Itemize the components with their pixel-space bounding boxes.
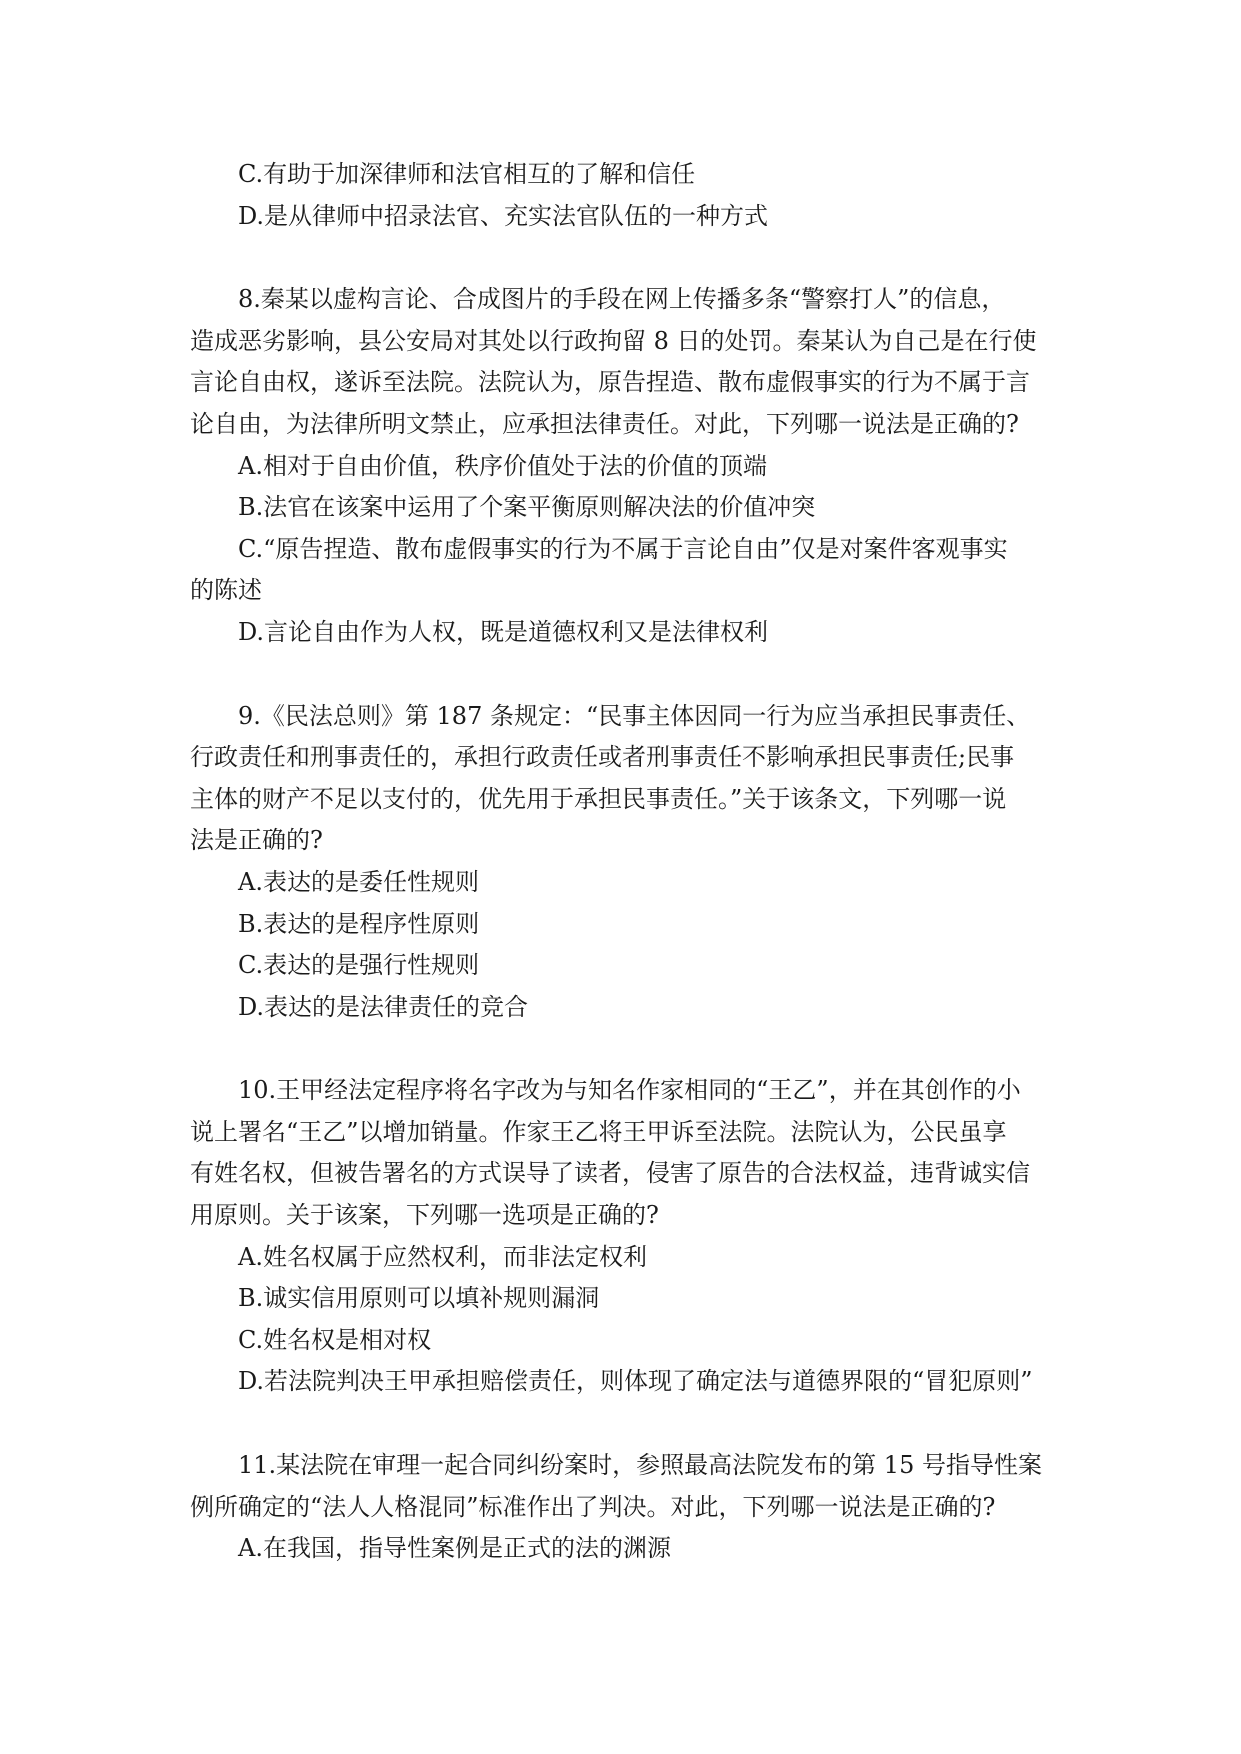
option-a: A.在我国，指导性案例是正式的法的渊源 [238,1534,671,1563]
option-b: B.法官在该案中运用了个案平衡原则解决法的价值冲突 [238,493,816,522]
question-9 [190,696,1058,1029]
question-7-options [190,154,1058,237]
question-stem-line: 主体的财产不足以支付的，优先用于承担民事责任。”关于该条文，下列哪一说 [190,784,1007,813]
question-stem-line: 例所确定的“法人人格混同”标准作出了判决。对此，下列哪一说法是正确的? [190,1492,996,1521]
question-stem-line: 8.秦某以虚构言论、合成图片的手段在网上传播多条“警察打人”的信息， [238,285,1006,314]
option-c: C.表达的是强行性规则 [238,951,480,980]
question-stem-line: 有姓名权，但被告署名的方式误导了读者，侵害了原告的合法权益，违背诚实信 [190,1159,1030,1188]
question-stem-line: 行政责任和刑事责任的，承担行政责任或者刑事责任不影响承担民事责任;民事 [190,743,1015,772]
question-stem-line: 说上署名“王乙”以增加销量。作家王乙将王甲诉至法院。法院认为，公民虽享 [190,1117,1007,1146]
option-a: A.表达的是委任性规则 [238,867,479,896]
option-a: A.相对于自由价值，秩序价值处于法的价值的顶端 [238,451,767,480]
option-d: D.表达的是法律责任的竞合 [238,992,529,1021]
option-a: A.姓名权属于应然权利，而非法定权利 [238,1242,647,1271]
question-stem-line: 10.王甲经法定程序将名字改为与知名作家相同的“王乙”，并在其创作的小 [238,1076,1021,1105]
option-d: D.言论自由作为人权，既是道德权利又是法律权利 [238,617,769,646]
option-d: D.是从律师中招录法官、充实法官队伍的一种方式 [238,201,769,230]
question-stem-line: 造成恶劣影响，县公安局对其处以行政拘留 8 日的处罚。秦某认为自己是在行使 [190,326,1037,355]
question-stem-line: 9.《民法总则》第 187 条规定：“民事主体因同一行为应当承担民事责任、 [238,701,1031,730]
page-content [190,154,1058,1570]
option-b: B.表达的是程序性原则 [238,909,480,938]
question-stem-line: 11.某法院在审理一起合同纠纷案时，参照最高法院发布的第 15 号指导性案 [238,1451,1042,1480]
option-c: C.有助于加深律师和法官相互的了解和信任 [238,160,696,188]
question-stem-line: 论自由，为法律所明文禁止，应承担法律责任。对此，下列哪一说法是正确的? [190,409,1019,438]
question-11 [190,1445,1058,1570]
question-8 [190,279,1058,653]
option-d: D.若法院判决王甲承担赔偿责任，则体现了确定法与道德界限的“冒犯原则” [238,1367,1033,1396]
option-c: C.姓名权是相对权 [238,1325,432,1354]
question-10 [190,1070,1058,1403]
option-b: B.诚实信用原则可以填补规则漏洞 [238,1284,600,1313]
option-c: C.“原告捏造、散布虚假事实的行为不属于言论自由”仅是对案件客观事实 [238,534,1008,563]
option-c-continued: 的陈述 [190,576,262,605]
question-stem-line: 用原则。关于该案，下列哪一选项是正确的? [190,1201,659,1230]
question-stem-line: 言论自由权，遂诉至法院。法院认为，原告捏造、散布虚假事实的行为不属于言 [190,368,1030,397]
question-stem-line: 法是正确的? [190,826,323,855]
